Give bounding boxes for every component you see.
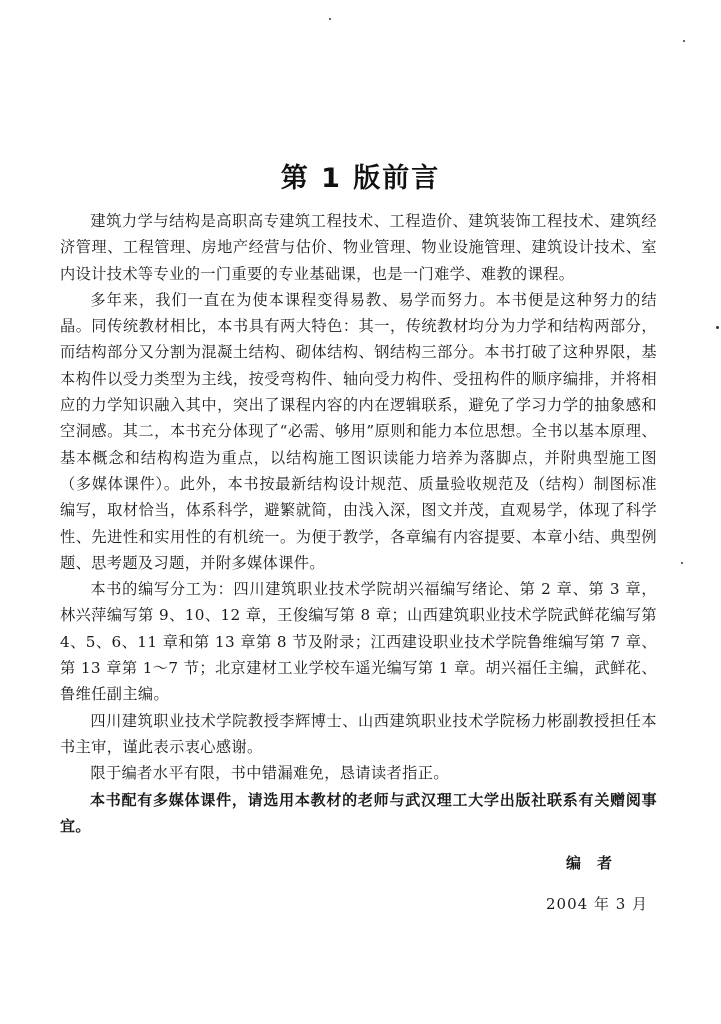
date: 2004 年 3 月 [546,895,649,913]
scan-speck [683,40,685,42]
paragraph-errata: 限于编者水平有限，书中错漏难免，恳请读者指正。 [90,764,449,783]
multimedia-notice: 本书配有多媒体课件，请选用本教材的老师与武汉理工大学出版社联系有关赠阅事宜。 [60,790,657,835]
scan-speck [329,18,331,20]
scan-speck [716,326,719,329]
paragraph-authors: 本书的编写分工为：四川建筑职业技术学院胡兴福编写绪论、第 2 章、第 3 章，林兴萍编写第 9、10、12 章，王俊编写第 8 章；山西建筑职业技术学院武鲜花编写第 4、5、6、11 章和第 13 章第 8 节及附录；江西建设职业技术学院鲁维编写第 7 章、第 13 章第 1～7 节；北京建材工业学校车遥光编写第 1 章。胡兴福任主编，武鲜花、鲁维任副主编。 [60,580,657,704]
paragraph-intro: 建筑力学与结构是高职高专建筑工程技术、工程造价、建筑装饰工程技术、建筑经济管理、工程管理、房地产经营与估价、物业管理、物业设施管理、建筑设计技术、室内设计技术等专业的一门重要的专业基础课，也是一门难学、难教的课程。 [60,212,657,283]
signature: 编者 [566,854,629,872]
paragraph-reviewers: 四川建筑职业技术学院教授李辉博士、山西建筑职业技术学院杨力彬副教授担任本书主审，谨此表示衷心感谢。 [60,711,657,756]
page-title: 第 1 版前言 [280,163,441,195]
paragraph-features: 多年来，我们一直在为使本课程变得易教、易学而努力。本书便是这种努力的结晶。同传统教材相比，本书具有两大特色：其一，传统教材均分为力学和结构两部分，而结构部分又分割为混凝土结构、砌体结构、钢结构三部分。本书打破了这种界限，基本构件以受力类型为主线，按受弯构件、轴向受力构件、受扭构件的顺序编排，并将相应的力学知识融入其中，突出了课程内容的内在逻辑联系，避免了学习力学的抽象感和空洞感。其二，本书充分体现了“必需、够用”原则和能力本位思想。全书以基本原理、基本概念和结构构造为重点，以结构施工图识读能力培养为落脚点，并附典型施工图（多媒体课件）。此外，本书按最新结构设计规范、质量验收规范及（结构）制图标准编写，取材恰当，体系科学，避繁就简，由浅入深，图文并茂，直观易学，体现了科学性、先进性和实用性的有机统一。为便于教学，各章编有内容提要、本章小结、典型例题、思考题及习题，并附多媒体课件。 [60,290,657,572]
scan-speck [681,562,683,564]
preface-body [60,208,657,839]
